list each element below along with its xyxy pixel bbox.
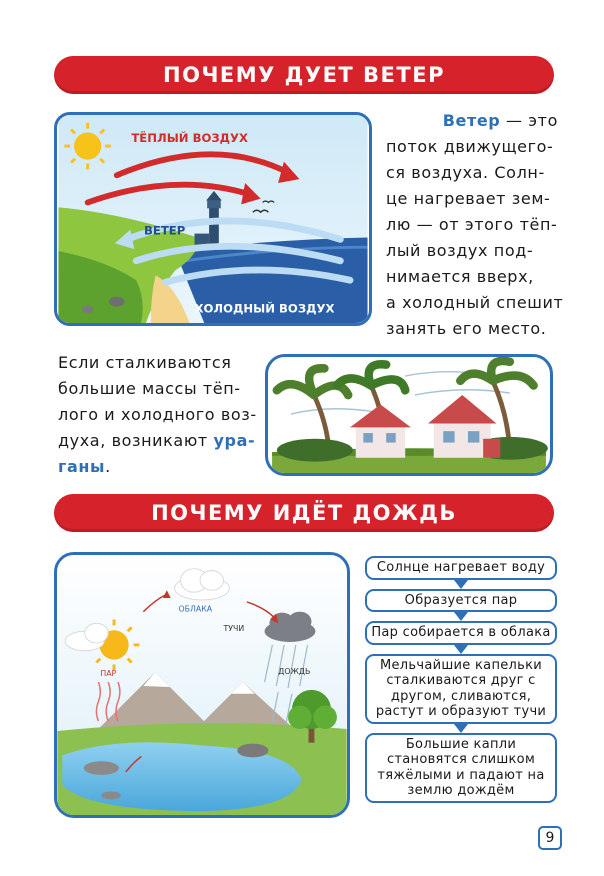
wind-text-line: поток движущего- (386, 137, 554, 156)
rain-illustration (54, 552, 350, 818)
down-arrow-icon (454, 612, 468, 621)
rain-step: Большие капли становятся слишком тяжёлыми и падают на землю дождём (365, 733, 557, 803)
wind-paragraph (386, 108, 564, 342)
hurricane-text-line: лого и холодного воз- (58, 405, 257, 424)
down-arrow-icon (454, 645, 468, 654)
hurricane-keyword-part1: ура- (213, 431, 256, 450)
rain-step: Пар собирается в облака (365, 621, 557, 645)
wind-text-line: — это (500, 111, 558, 130)
clouds-label: ОБЛАКА (178, 604, 213, 614)
rain-step: Образуется пар (365, 589, 557, 613)
hurricane-text-line: духа, возникают (58, 431, 214, 450)
hurricane-keyword-part2: ганы (58, 457, 106, 476)
hurricane-illustration (265, 354, 553, 476)
wind-label: ВЕТЕР (143, 223, 186, 238)
hurricane-paragraph (58, 350, 257, 480)
rain-step: Солнце нагревает воду (365, 556, 557, 580)
wind-scene (57, 115, 369, 323)
rain-process-flow (365, 556, 557, 803)
hurricane-text-line: Если сталкиваются (58, 353, 232, 372)
hurricane-text-line: большие массы тёп- (58, 379, 241, 398)
wind-text-line: нимается вверх, (386, 267, 534, 286)
wind-text-line: занять его место. (386, 319, 547, 338)
steam-label: ПАР (100, 669, 117, 679)
rain-step: Мельчайшие капельки сталкиваются друг с другом, сливаются, растут и образуют тучи (365, 654, 557, 724)
section-title-wind: ПОЧЕМУ ДУЕТ ВЕТЕР (54, 56, 554, 94)
warm-air-label: ТЁПЛЫЙ ВОЗДУХ (131, 131, 249, 146)
hurricane-line-4 (58, 428, 254, 454)
hurricane-text-end: . (105, 457, 111, 476)
wind-text-line: а холодный спешит (386, 293, 564, 312)
hurricane-scene (268, 357, 550, 473)
down-arrow-icon (454, 724, 468, 733)
wind-text-line: це нагревает зем- (386, 189, 551, 208)
wind-line-1 (386, 108, 558, 134)
page-number: 9 (538, 826, 562, 850)
wind-text-line: ся воздуха. Солн- (386, 163, 545, 182)
wind-keyword: Ветер (442, 111, 501, 130)
wind-illustration (54, 112, 372, 326)
cold-air-label: ХОЛОДНЫЙ ВОЗДУХ (194, 301, 335, 316)
wind-text-line: лю — от этого тёп- (386, 215, 558, 234)
storm-clouds-label: ТУЧИ (223, 624, 245, 634)
hurricane-line-5 (58, 454, 254, 480)
section-title-rain: ПОЧЕМУ ИДЁТ ДОЖДЬ (54, 494, 554, 532)
water-cycle-scene (57, 555, 347, 815)
wind-text-line: лый воздух под- (386, 241, 534, 260)
down-arrow-icon (454, 580, 468, 589)
rain-label: ДОЖДЬ (278, 667, 311, 677)
